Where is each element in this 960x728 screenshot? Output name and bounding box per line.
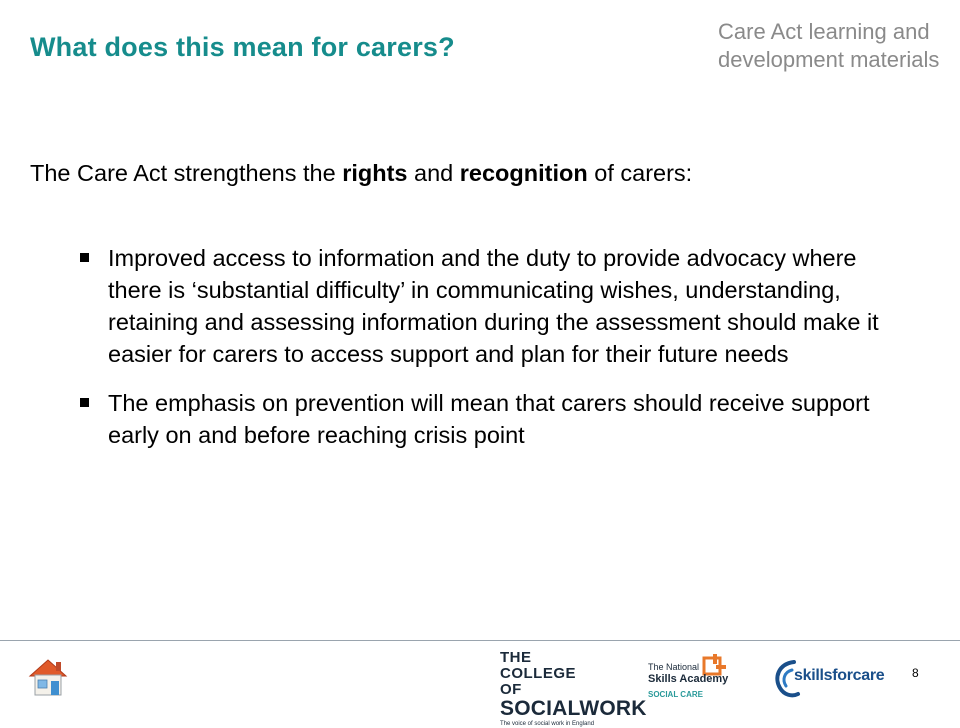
intro-text-mid: and (407, 160, 460, 186)
intro-bold-rights: rights (342, 160, 408, 186)
nsa-logo-line2: Skills Academy (648, 673, 729, 685)
bullet-list (80, 242, 900, 468)
nsa-logo-line1: The National (648, 662, 700, 672)
page-number: 8 (912, 666, 919, 680)
bullet-text: The emphasis on prevention will mean that carers should receive support early on and before reaching crisis point (108, 390, 870, 448)
csw-logo-tagline: The voice of social work in England (500, 721, 595, 727)
bullet-square-icon (80, 398, 89, 407)
intro-bold-recognition: recognition (459, 160, 588, 186)
sfc-logo-text: skillsforcare (794, 667, 885, 684)
csw-logo-line2: SOCIALWORK (500, 697, 647, 720)
bullet-square-icon (80, 253, 89, 262)
branding-line-1: Care Act learning and (718, 19, 930, 44)
bullet-item (80, 242, 900, 370)
csw-logo-line1: THE COLLEGE OF (500, 649, 577, 698)
skills-for-care-logo (772, 654, 892, 704)
slide-title: What does this mean for carers? (30, 32, 455, 62)
home-icon[interactable] (24, 654, 72, 702)
intro-text-pre: The Care Act strengthens the (30, 160, 343, 186)
footer-divider (0, 640, 960, 641)
bullet-item (80, 387, 900, 451)
intro-text-post: of carers: (587, 160, 693, 186)
nsa-logo-line3: SOCIAL CARE (648, 690, 703, 699)
branding-line-2: development materials (718, 47, 940, 72)
national-skills-academy-logo (648, 652, 740, 704)
intro-paragraph (30, 155, 910, 192)
branding-text (718, 18, 939, 74)
college-of-social-work-logo (500, 649, 647, 727)
bullet-text: Improved access to information and the duty to provide advocacy where there is ‘substantial difficulty’ in communicating wishes, understanding, retaining and assessing information during the assessment should make it easier for carers to access support and plan for their future needs (108, 245, 879, 367)
